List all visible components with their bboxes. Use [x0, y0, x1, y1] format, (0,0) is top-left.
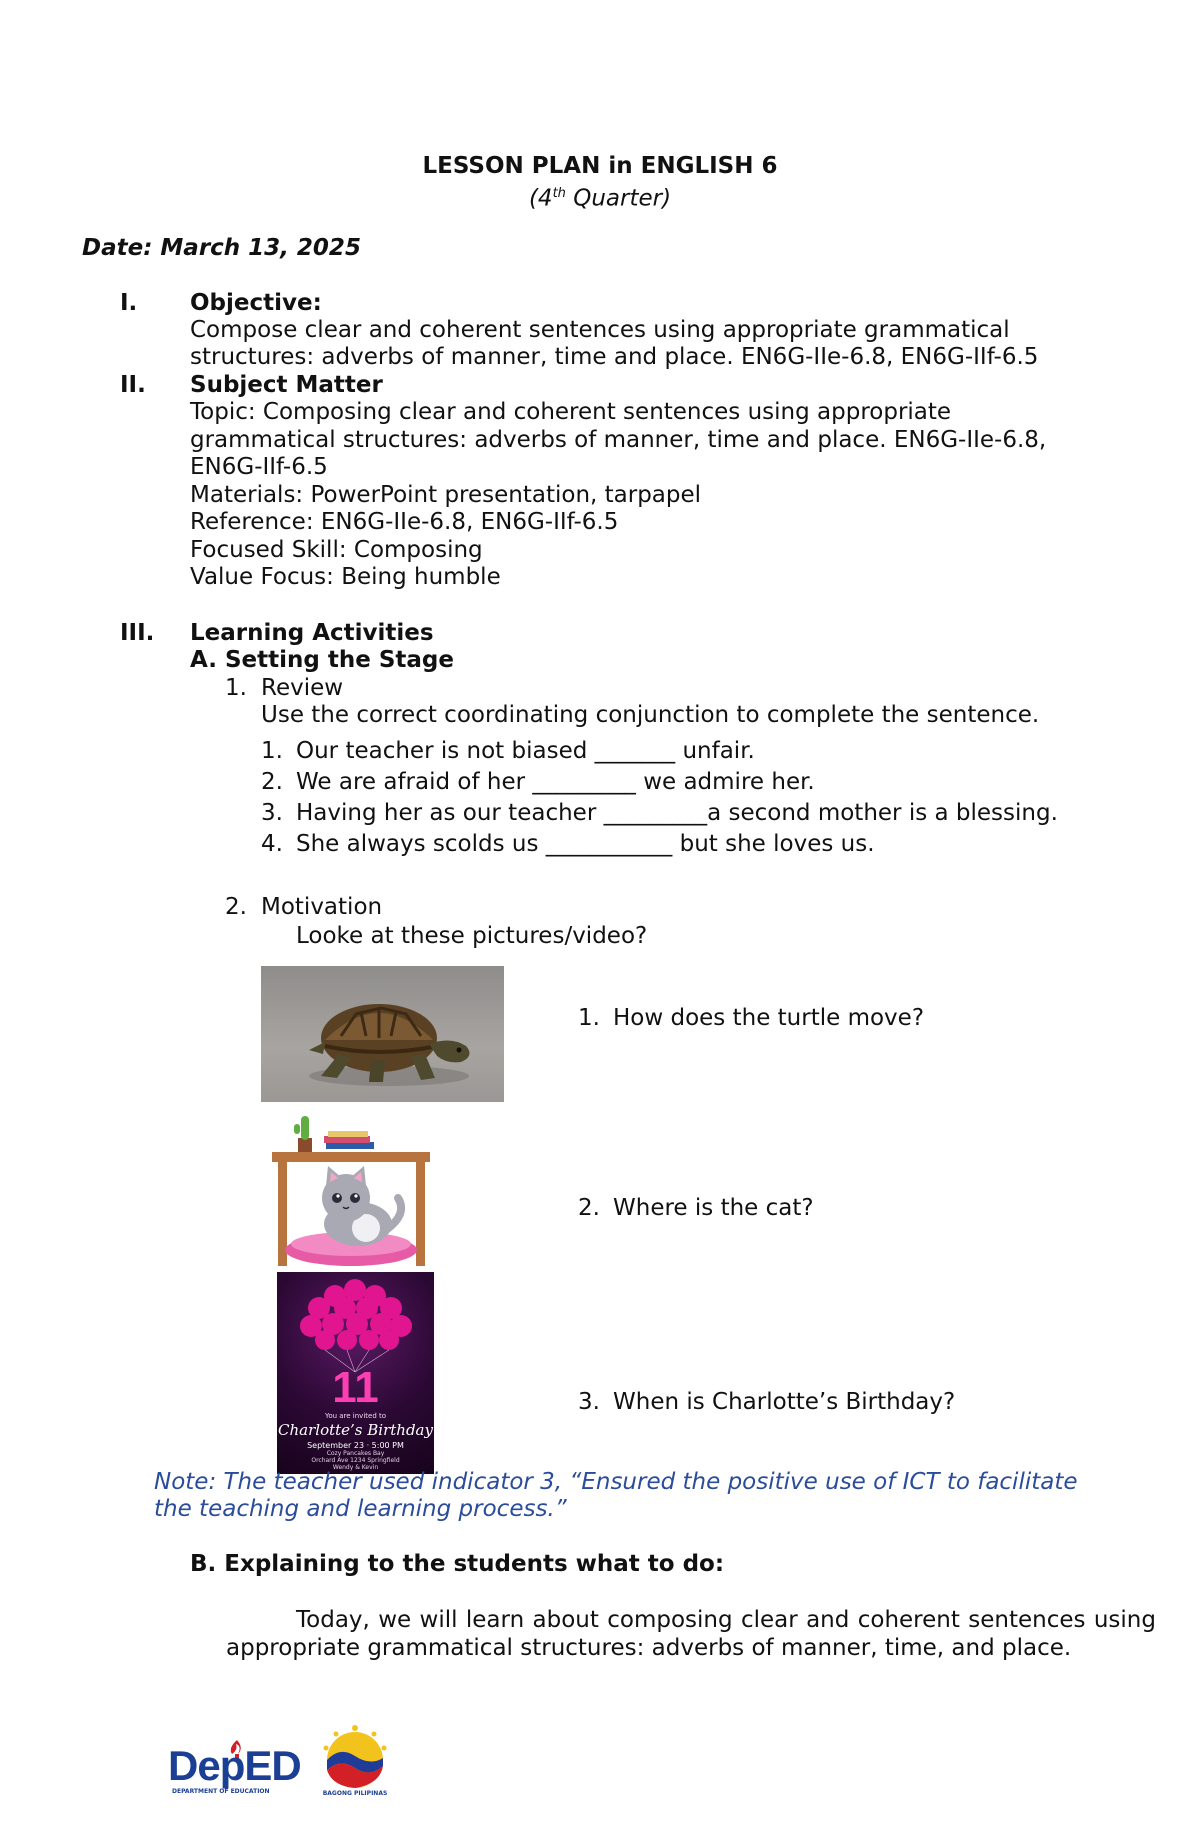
invite-line-3: Wendy & Kevin — [332, 1464, 379, 1471]
bagong-pilipinas-icon — [310, 1722, 400, 1792]
materials-line: Materials: PowerPoint presentation, tarpapel — [190, 482, 702, 508]
reference-line: Reference: EN6G-IIe-6.8, EN6G-IIf-6.5 — [190, 509, 619, 535]
question-text: When is Charlotte’s Birthday? — [613, 1389, 956, 1415]
section-b-heading: B. Explaining to the students what to do: — [190, 1551, 725, 1577]
motivation-number: 2. — [225, 894, 247, 920]
item-number: 2. — [261, 769, 283, 795]
item-text: She always scolds us ___________ but she loves us. — [296, 831, 875, 857]
bagong-pilipinas-text: BAGONG PILIPINAS — [322, 1790, 388, 1797]
page-title: LESSON PLAN in ENGLISH 6 — [422, 153, 778, 179]
skill-line: Focused Skill: Composing — [190, 537, 483, 563]
topic-line-1: Topic: Composing clear and coherent sentences using appropriate — [190, 399, 952, 425]
review-number: 1. — [225, 675, 247, 701]
question-text: How does the turtle move? — [613, 1005, 925, 1031]
question-item — [578, 1388, 1078, 1416]
item-number: 3. — [261, 800, 283, 826]
list-item — [261, 799, 1161, 827]
birthday-invitation-image — [277, 1272, 434, 1474]
turtle-image — [261, 966, 504, 1102]
bagong-pilipinas-logo — [310, 1722, 400, 1802]
question-number: 1. — [578, 1005, 600, 1031]
motivation-prompt: Looke at these pictures/video? — [296, 923, 648, 949]
invite-name: Charlotte’s Birthday — [278, 1421, 433, 1439]
item-text: Having her as our teacher _________a second mother is a blessing. — [296, 800, 1058, 826]
objective-text-2: structures: adverbs of manner, time and place. EN6G-IIe-6.8, EN6G-IIf-6.5 — [190, 344, 1039, 370]
section-a-heading: A. Setting the Stage — [190, 647, 454, 673]
item-text: Our teacher is not biased _______ unfair. — [296, 738, 755, 764]
topic-line-2: grammatical structures: adverbs of manner, time and place. EN6G-IIe-6.8, — [190, 427, 1047, 453]
item-number: 4. — [261, 831, 283, 857]
list-item — [261, 830, 1161, 858]
cat-icon — [266, 1112, 436, 1270]
turtle-icon — [261, 966, 504, 1102]
deped-logo — [168, 1742, 328, 1800]
review-instruction: Use the correct coordinating conjunction to complete the sentence. — [261, 702, 1040, 728]
deped-wordmark: DepED — [168, 1742, 301, 1789]
section-number-i: I. — [120, 290, 138, 316]
question-item — [578, 1004, 1078, 1032]
question-number: 3. — [578, 1389, 600, 1415]
cat-under-table-image — [266, 1112, 436, 1270]
section-number-ii: II. — [120, 372, 146, 398]
list-item — [261, 737, 1161, 765]
section-number-iii: III. — [120, 620, 155, 646]
explanation-paragraph: Today, we will learn about composing clear and coherent sentences using appropriate grammatical structures: adverbs of manner, time, and place. — [226, 1607, 1156, 1661]
activities-heading: Learning Activities — [190, 620, 434, 646]
objective-text-1: Compose clear and coherent sentences using appropriate grammatical — [190, 317, 1010, 343]
topic-line-3: EN6G-IIf-6.5 — [190, 454, 328, 480]
invite-number: 11 — [332, 1363, 379, 1412]
invite-date: September 23 · 5:00 PM — [307, 1441, 404, 1450]
item-number: 1. — [261, 738, 283, 764]
question-number: 2. — [578, 1195, 600, 1221]
item-text: We are afraid of her _________ we admire her. — [296, 769, 815, 795]
review-heading: Review — [261, 675, 344, 701]
invite-small-text: You are invited to — [324, 1412, 387, 1420]
invite-line-2: Orchard Ave 1234 Springfield — [311, 1457, 400, 1464]
ict-note-line-2: the teaching and learning process.” — [154, 1496, 567, 1522]
objective-heading: Objective: — [190, 290, 322, 316]
question-text: Where is the cat? — [613, 1195, 814, 1221]
quarter-label: (4th Quarter) — [528, 185, 672, 212]
question-item — [578, 1194, 1078, 1222]
subject-heading: Subject Matter — [190, 372, 383, 398]
list-item — [261, 768, 1161, 796]
ict-note-line-1: Note: The teacher used indicator 3, “Ensured the positive use of ICT to facilitate — [154, 1469, 1078, 1495]
lesson-date: Date: March 13, 2025 — [82, 235, 361, 261]
deped-subtitle: DEPARTMENT OF EDUCATION — [172, 1788, 270, 1795]
invite-line-1: Cozy Pancakes Bay — [326, 1450, 385, 1457]
motivation-heading: Motivation — [261, 894, 383, 920]
value-line: Value Focus: Being humble — [190, 564, 501, 590]
